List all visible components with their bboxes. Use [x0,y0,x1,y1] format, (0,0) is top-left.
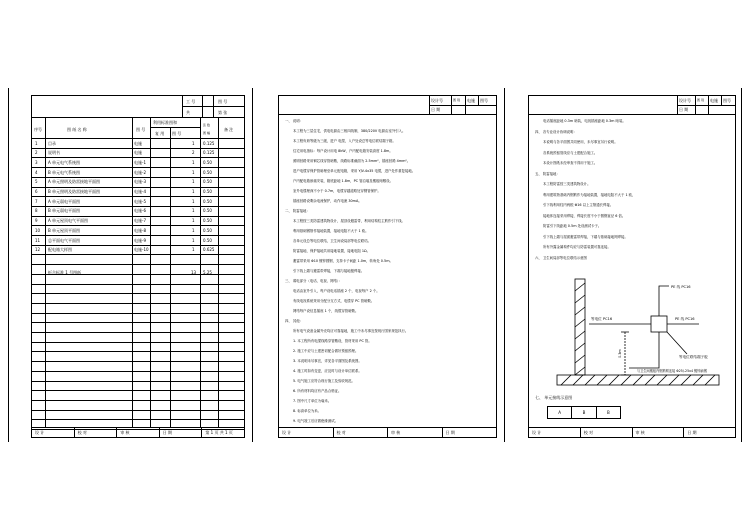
abc-cell-a: A [548,407,572,418]
index-row-seq: 11 [35,237,41,243]
note-line: 住宅用电指标：每户设计用电 8kW，户内配电箱安装高度 1.8m。 [293,149,393,153]
footer-date: 日 期 [445,430,455,435]
note-line: 六、 卫生间局部等电位联结示意图 [535,255,587,260]
index-row-sheets: 2 [192,150,195,156]
index-row-drawing-no: 电施-1 [134,159,146,165]
index-row-drawing-no: 电施-8 [134,227,146,233]
note-line: 各单元设总等电位联结，卫生间设局部等电位联结。 [293,239,371,243]
title-category-value: 电施 [467,98,475,103]
title-drawing-no: 图号 [723,98,731,103]
note-line: 4. 施工时如有变更，应及时与设计单位联系。 [293,369,362,373]
title-category-value: 电施 [710,98,718,103]
title-category: 图 别 [453,98,460,102]
equipotential-terminal-box [651,316,667,332]
total-label: 折合标准 1 号图纸 [48,270,82,275]
label-terminal-box: 等电位联结端子板 [679,355,708,359]
sheet-design-notes [278,95,497,438]
note-line: 接地体连接采用焊接，焊接长度不小于圆钢直径 6 倍。 [543,213,626,218]
title-category: 图 别 [697,98,704,102]
note-line: 本工程负荷等级为三级，进户 电缆，入户处设总等电位联结端子箱。 [293,139,396,143]
index-row-size: 0.50 [203,208,212,214]
wall-section [575,279,585,375]
title-gong-label: 共 [186,110,190,115]
index-row-size: 0.50 [203,237,212,243]
index-row-sheets: 1 [192,140,195,146]
index-row-size: 0.50 [203,169,212,175]
abc-box [547,406,621,419]
title-design-no: 设计号 [431,98,443,103]
index-row-name: 总平面电气平面图 [48,237,80,243]
sheet-grounding-detail [528,95,736,438]
index-row-seq: 3 [35,159,38,165]
index-row-name: A 单元弱电平面图 [48,198,81,204]
footer-design: 设 计 [529,428,581,437]
index-row-size: 0.50 [203,198,212,204]
col-drawing-no-header: 图 号 [136,127,146,132]
note-line: 7. 图中尺寸单位为毫米。 [293,399,332,403]
footer-design: 设 计 [32,428,75,437]
note-line: 一、 说明： [285,119,304,123]
index-row-drawing-no: 电施 [134,140,142,146]
note-line: 利用基础钢筋作接地装置，接地电阻不大于 1 欧。 [293,229,369,233]
note-line: 照明回路采用铜芯线穿管暗敷，线路标准截面为 2.5mm²，插座回路 4mm²。 [293,159,411,163]
index-row-size: 0.50 [203,227,212,233]
note-line: 五、 防雷接地： [535,171,560,176]
index-row-name: 目录 [48,140,56,146]
label-pe-right: PE 线 PC16 [675,317,695,321]
title-date: 日 期 [431,107,441,112]
footer-check: 校 对 [581,428,633,437]
note-line: 进户电缆穿保护管暗埋至单元配电箱，采用 YJV-4x35 电缆，进户处作重复接地。 [293,169,416,173]
label-pe-top: PE 线 PC16 [671,285,691,289]
note-line: 引下线上端与屋面避雷带焊接，下端与基础接地网焊接。 [543,234,628,239]
index-row-seq: 1 [35,140,38,146]
pe-wire-top [659,286,669,316]
footer-design: 设 计 [279,428,334,437]
note-line: 四、 各专业设计协调说明： [535,129,577,134]
index-row-name: 配电箱大样图 [48,247,72,253]
note-line: 2. 施工中应与土建密切配合做好预留预埋。 [293,349,359,353]
abc-cell-b1: B [572,407,596,418]
note-line: 防雷引下线距地 0.5m 处设测试卡子。 [543,224,602,228]
index-row-sheets: 1 [192,159,195,165]
footer-check: 校 对 [75,428,118,437]
note-line: 电话由室外引入，每户设电话插座 2 个，电视每户 2 个。 [293,289,380,293]
note-line: 三、 弱电部分（电话、电视、网络）： [285,279,343,283]
note-line: 5. 电气施工应符合现行施工及验收规范。 [293,379,355,383]
page-edge-mid-left [252,88,253,442]
note-line: 8. 标高单位为米。 [293,409,322,413]
note-line: 1. 本工程所有电缆线路穿管敷设，管材采用 PC 管。 [293,339,372,343]
index-row-drawing-no: 电施-6 [134,208,146,214]
index-row-sheets: 1 [192,198,195,204]
index-row-sheets: 1 [192,189,195,194]
note-line: 所有外露金属构件均应与防雷装置可靠连接。 [543,245,611,249]
index-row-name: B 单元弱电平面图 [48,208,81,214]
total-size: 5.25 [203,270,212,275]
index-row-size: 0.625 [203,247,215,253]
index-row-seq: 8 [35,208,38,214]
note-line: 本说明与各平面图共同使用，未尽事宜另行说明。 [543,140,618,144]
index-row-name: A 单元电气系统图 [48,159,81,165]
sheet3-footer [529,427,735,437]
index-row-size: 0.125 [203,140,215,146]
title-design-no: 设计号 [679,98,691,103]
footer-review: 审 核 [117,428,160,437]
sheet-drawing-index [31,95,245,438]
index-row-seq: 5 [35,179,38,185]
index-row-sheets: 1 [192,179,195,185]
note-line: 网络每户设信息插座 1 个，线缆穿管暗敷。 [293,309,359,313]
col-std-header: 利用标准图和 [153,120,177,125]
index-row-size: 0.50 [203,218,212,224]
index-row-sheets: 1 [192,208,195,214]
index-row-sheets: 1 [192,218,195,224]
title-date: 日 期 [679,107,689,112]
index-row-seq: 4 [35,169,38,175]
page-edge-right [741,88,742,442]
index-row-seq: 6 [35,189,38,194]
col-seq-header: 序号 [34,127,42,132]
note-line: 本工程为三层住宅，供电电源由三相四线制，380/220V 电源由室外引入。 [293,129,406,133]
bond-wire-down [629,332,659,368]
note-line: 四、 其他： [285,319,304,323]
index-row-sheets: 1 [192,237,195,243]
index-row-seq: 7 [35,198,38,204]
note-line: 本工程防雷按三类建筑物设计。 [543,182,591,186]
note-line: 插座回路设剩余电流保护，动作电流 30mA。 [293,199,362,203]
index-row-name: B 单元电气系统图 [48,169,81,175]
index-row-seq: 10 [35,227,41,233]
label-height: 0.3m [618,349,622,358]
label-steel-bond: 与卫生间楼板内钢筋网连接 Φ25/-25x4 镀锌扁钢 [637,369,707,373]
index-row-name: 说明书 [48,150,60,156]
note-line: 所有电气设备金属外壳均应可靠接地，施工中未尽事宜按现行国家规范执行。 [293,329,409,333]
title-di-label: 第 张 [218,110,228,115]
index-row-sheets: 1 [192,247,195,253]
index-row-sheets: 1 [192,227,195,233]
index-row-name: B 单元照明及防雷接地平面图 [48,189,101,194]
note-line: 9. 电气竣工后应做绝缘测试。 [293,419,338,423]
note-line: 电话插座距地 0.3m 暗装，电视插座距地 0.3m 暗装。 [543,119,626,123]
abc-cell-b2: B [606,410,610,415]
col-std-sub1: 复 用 [155,131,165,136]
index-row-name: A 单元屋顶电气平面图 [48,218,89,224]
index-row-sheets: 1 [192,169,195,175]
note-line: 本设计图纸未经审查不得用于施工。 [543,161,598,165]
col-std-sub2: 图 号 [172,131,182,136]
col-size-header: 图 幅 [203,131,210,135]
col-sheets-header: 张 数 [203,123,210,127]
index-row-name: B 单元屋顶平面图 [48,227,81,233]
note-line: 各系统预留管线应与土建配合施工。 [543,150,598,155]
index-row-name: A 单元照明及防雷接地平面图 [48,179,101,185]
note-line: 本工程按三类防雷建筑物设计，屋顶设避雷带，利用结构柱主筋作引下线。 [293,219,405,223]
note-line: 避雷带采用 Φ10 镀锌圆钢，支持卡子间距 1.0m，转角处 0.5m。 [293,259,393,263]
index-row-size: 0.50 [203,179,212,185]
footer-review: 审 核 [633,428,685,437]
index-row-drawing-no: 电施-7 [134,218,146,224]
note-line: 利用建筑物基础内钢筋作为接地装置，接地电阻不大于 1 欧， [543,192,636,197]
index-row-drawing-no: 电施-2 [134,169,146,175]
title-gonghao-label: 工 号 [186,99,196,104]
note-line: 引下线上端与避雷带焊接，下端与接地极焊接。 [293,269,365,273]
index-row-drawing-no: 电施-10 [134,247,149,253]
footer-date: 日 期 [687,430,697,435]
equipotential-diagram [529,96,735,437]
page-edge-left [8,88,9,442]
index-row-seq: 12 [35,247,41,253]
label-equipotential-left: 等电位 PC16 [591,317,613,321]
col-remark-header: 备 注 [224,127,234,132]
note-line: 引下线利用柱内两根 Φ16 以上主筋通长焊接。 [543,203,614,207]
title-drawing-no: 图号 [480,98,488,103]
footer-date: 日 期 [160,428,203,437]
note-line: 室外电缆埋深不小于 0.7m，电缆穿越道路处穿钢管保护。 [293,189,381,193]
title-tuhao-label: 图 号 [218,99,228,104]
index-row-seq: 9 [35,218,38,224]
note-line: 6. 所有材料均应有产品合格证。 [293,389,342,393]
sheet1-footer [32,427,244,437]
note-line: 有线电视系统采用分配分支方式，电缆穿 PC 管暗敷。 [293,299,375,303]
index-row-size: 0.50 [203,159,212,165]
page-edge-mid-right [504,88,505,442]
note-line: 3. 本说明未尽事宜，详见各平面图及系统图。 [293,359,362,363]
index-row-drawing-no: 电施-5 [134,198,146,204]
note-line: 防雷接地、保护接地共用接地装置，接地电阻 1Ω。 [293,249,371,253]
index-row-size: 0.125 [203,150,215,156]
note-line: 二、 防雷接地： [285,209,310,213]
footer-review: 审 核 [388,428,443,437]
sheet2-footer [279,427,496,437]
col-name-header: 图 纸 名 称 [67,127,87,132]
note-line: 户内配电箱嵌墙安装，箱底距地 1.8m，PC 管沿墙及楼板暗敷设。 [293,179,394,183]
index-row-drawing-no: 电施-4 [134,189,146,194]
index-row-drawing-no: 电施 [134,150,142,156]
index-row-drawing-no: 电施-3 [134,179,146,185]
section-b-heading: 七、 单元接线示意图 [535,395,573,400]
footer-check: 校 对 [334,428,389,437]
index-row-drawing-no: 电施-9 [134,237,146,243]
index-row-seq: 2 [35,150,38,156]
index-row-size: 0.50 [203,189,212,194]
total-sheets: 13 [191,270,197,275]
footer-page: 第 1 页 共 1 页 [205,430,233,435]
